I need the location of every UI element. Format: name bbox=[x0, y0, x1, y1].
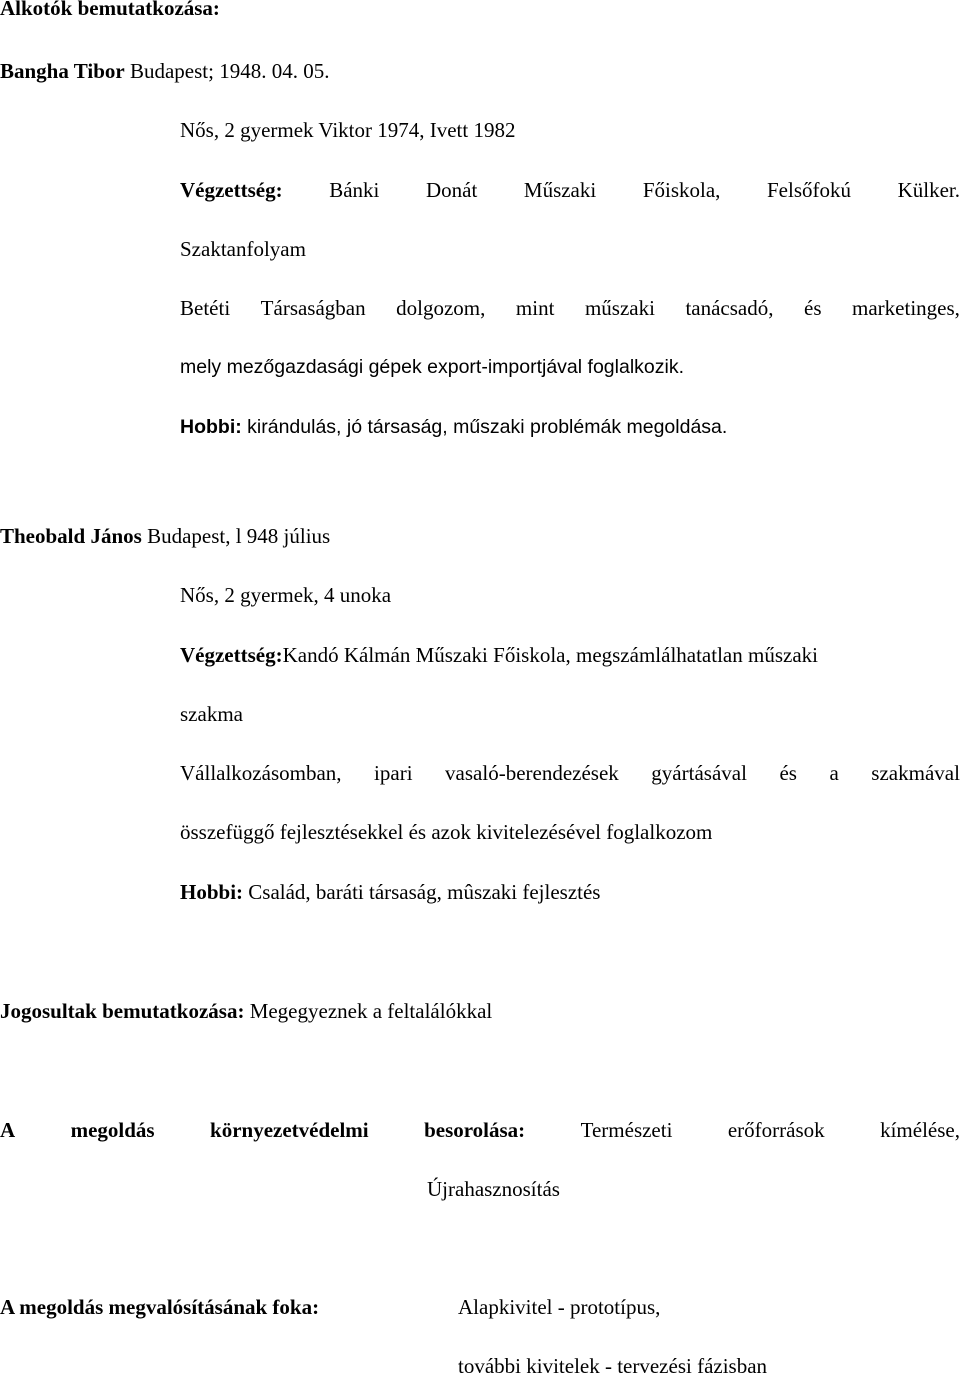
inventor-1-education-word: Külker. bbox=[897, 178, 960, 202]
environment-label-word: megoldás bbox=[70, 1118, 155, 1142]
inventor-1-header bbox=[0, 61, 329, 82]
inventor-1-education bbox=[180, 180, 960, 201]
owners-section bbox=[0, 1001, 492, 1022]
inventor-2-work-continued: összefüggő fejlesztésekkel és azok kivitelezésével foglalkozom bbox=[180, 820, 713, 844]
inventor-1-work-word: dolgozom, bbox=[396, 296, 486, 320]
section-heading-inventors: Alkotók bemutatkozása: bbox=[0, 0, 220, 20]
inventor-1-education-word: Bánki bbox=[329, 178, 380, 202]
inventor-1-education-word: Főiskola, bbox=[642, 178, 721, 202]
inventor-2-work-word: ipari bbox=[374, 761, 413, 785]
owners-text: Megegyeznek a feltalálókkal bbox=[249, 999, 493, 1023]
inventor-1-work-word: Társaságban bbox=[260, 296, 366, 320]
stage-label-text: A megoldás megvalósításának foka: bbox=[0, 1295, 320, 1319]
inventor-2-family: Nős, 2 gyermek, 4 unoka bbox=[180, 583, 392, 607]
stage-label bbox=[0, 1297, 319, 1318]
inventor-2-work-word: vasaló-berendezések bbox=[445, 761, 619, 785]
environment-value-word: Természeti bbox=[580, 1118, 673, 1142]
inventor-1-work-word: marketinges, bbox=[852, 296, 960, 320]
inventor-2-education-continued: szakma bbox=[180, 702, 243, 726]
inventor-1-work-word: tanácsadó, bbox=[685, 296, 774, 320]
inventor-1-education-word: Donát bbox=[425, 178, 478, 202]
inventor-2-hobby bbox=[180, 882, 600, 903]
inventor-1-work bbox=[180, 298, 960, 319]
inventor-1-work-word: mint bbox=[515, 296, 555, 320]
owners-label: Jogosultak bemutatkozása: bbox=[0, 999, 245, 1023]
inventor-1-birth: Budapest; 1948. 04. 05. bbox=[129, 59, 330, 83]
environment-section bbox=[0, 1120, 960, 1141]
inventor-2-birth: Budapest, l 948 július bbox=[147, 524, 331, 548]
inventor-2-work bbox=[180, 763, 960, 784]
inventor-1-name: Bangha Tibor bbox=[0, 59, 125, 83]
inventor-1-work-word: műszaki bbox=[584, 296, 655, 320]
inventor-1-work-continued: mely mezőgazdasági gépek export-importjával foglalkozik. bbox=[180, 356, 684, 378]
inventor-1-hobby-text: kirándulás, jó társaság, műszaki problémák megoldása. bbox=[247, 416, 728, 438]
inventor-2-education-text: Kandó Kálmán Műszaki Főiskola, megszámlálhatatlan műszaki bbox=[282, 643, 818, 667]
environment-label-word: besorolása: bbox=[424, 1118, 526, 1142]
page-title bbox=[0, 0, 220, 19]
inventor-1-education-word: Műszaki bbox=[523, 178, 597, 202]
inventor-2-education-label: Végzettség: bbox=[180, 643, 283, 667]
environment-value-word: kímélése, bbox=[880, 1118, 960, 1142]
inventor-1-education-continued: Szaktanfolyam bbox=[180, 237, 306, 261]
inventor-1-work-word: Betéti bbox=[180, 296, 231, 320]
inventor-2-work-word: gyártásával bbox=[651, 761, 747, 785]
inventor-2-work-word: és bbox=[779, 761, 797, 785]
inventor-1-education-label: Végzettség: bbox=[180, 178, 283, 202]
inventor-1-education-word: Felsőfokú bbox=[767, 178, 851, 202]
inventor-2-hobby-text: Család, baráti társaság, mûszaki fejlesztés bbox=[248, 880, 601, 904]
inventor-2-header bbox=[0, 526, 330, 547]
inventor-1-family: Nős, 2 gyermek Viktor 1974, Ivett 1982 bbox=[180, 118, 516, 142]
inventor-2-education bbox=[180, 645, 818, 666]
inventor-2-work-word: Vállalkozásomban, bbox=[180, 761, 342, 785]
inventor-2-name: Theobald János bbox=[0, 524, 142, 548]
inventor-2-hobby-label: Hobbi: bbox=[180, 880, 244, 904]
inventor-2-work-word: a bbox=[829, 761, 839, 785]
environment-label-word: A bbox=[0, 1118, 16, 1142]
inventor-1-hobby bbox=[180, 418, 727, 438]
stage-value-line-1: Alapkivitel - prototípus, bbox=[458, 1295, 661, 1319]
stage-value-line-2: további kivitelek - tervezési fázisban bbox=[458, 1354, 768, 1378]
inventor-2-work-word: szakmával bbox=[871, 761, 960, 785]
inventor-1-hobby-label: Hobbi: bbox=[180, 416, 242, 438]
environment-value-continued: Újrahasznosítás bbox=[427, 1177, 560, 1201]
inventor-1-work-word: és bbox=[804, 296, 822, 320]
environment-label-word: környezetvédelmi bbox=[210, 1118, 369, 1142]
environment-value-word: erőforrások bbox=[727, 1118, 825, 1142]
